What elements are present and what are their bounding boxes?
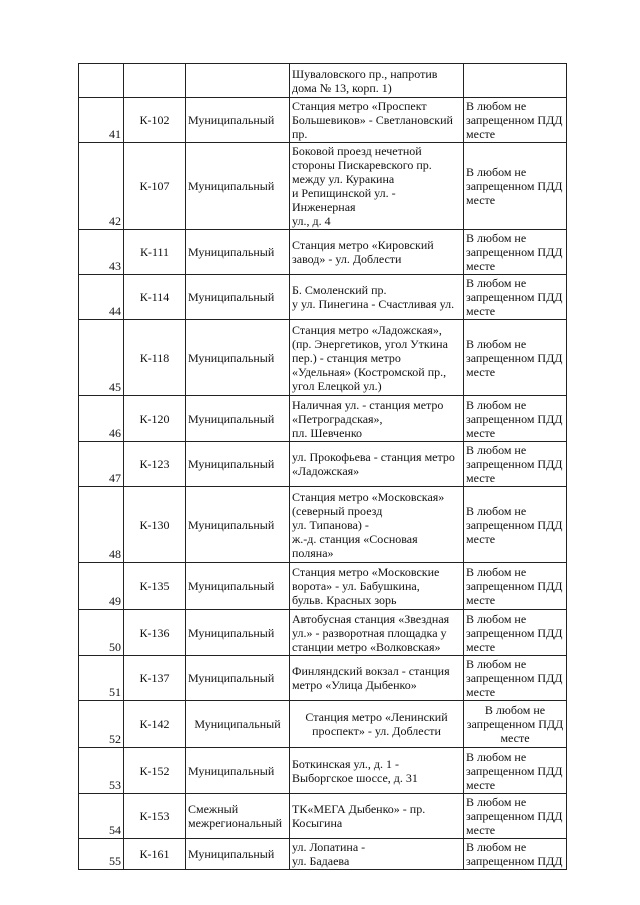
route-type: Муниципальный <box>186 563 290 610</box>
table-row <box>79 610 567 656</box>
stop-place <box>464 64 567 98</box>
route-description: Станция метро «Проспект Большевиков» - Светлановский пр. <box>290 98 464 143</box>
stop-place: В любом не запрещенном ПДД месте <box>464 794 567 839</box>
route-code: К-130 <box>124 487 186 563</box>
route-type: Смежный межрегиональный <box>186 794 290 839</box>
route-type: Муниципальный <box>186 487 290 563</box>
table-row <box>79 839 567 870</box>
stop-place: В любом не запрещенном ПДД месте <box>464 610 567 656</box>
route-description: Наличная ул. - станция метро «Петроградская», пл. Шевченко <box>290 396 464 442</box>
route-description: Боткинская ул., д. 1 - Выборгское шоссе, д. 31 <box>290 748 464 794</box>
route-description: Станция метро «Кировский завод» - ул. Доблести <box>290 230 464 275</box>
row-number: 47 <box>79 442 124 487</box>
stop-place: В любом не запрещенном ПДД месте <box>464 98 567 143</box>
route-type: Муниципальный <box>186 230 290 275</box>
route-code: К-123 <box>124 442 186 487</box>
stop-place: В любом не запрещенном ПДД месте <box>464 656 567 701</box>
table-row <box>79 143 567 230</box>
row-number: 55 <box>79 839 124 870</box>
route-code: К-161 <box>124 839 186 870</box>
row-number: 43 <box>79 230 124 275</box>
route-code <box>124 64 186 98</box>
row-number: 53 <box>79 748 124 794</box>
row-number: 52 <box>79 701 124 748</box>
row-number: 45 <box>79 320 124 396</box>
stop-place: В любом не запрещенном ПДД <box>464 839 567 870</box>
route-code: К-114 <box>124 275 186 320</box>
table-row <box>79 701 567 748</box>
route-type: Муниципальный <box>186 320 290 396</box>
route-code: К-111 <box>124 230 186 275</box>
stop-place: В любом не запрещенном ПДД месте <box>464 230 567 275</box>
route-type: Муниципальный <box>186 275 290 320</box>
route-type: Муниципальный <box>186 839 290 870</box>
table-row <box>79 794 567 839</box>
stop-place: В любом не запрещенном ПДД месте <box>464 442 567 487</box>
stop-place: В любом не запрещенном ПДД месте <box>464 748 567 794</box>
table-row <box>79 442 567 487</box>
routes-table-body <box>79 64 567 870</box>
route-code: К-135 <box>124 563 186 610</box>
route-description: ул. Лопатина - ул. Бадаева <box>290 839 464 870</box>
route-code: К-102 <box>124 98 186 143</box>
routes-table <box>78 63 567 870</box>
route-code: К-153 <box>124 794 186 839</box>
route-code: К-152 <box>124 748 186 794</box>
route-description: Станция метро «Московские ворота» - ул. Бабушкина, бульв. Красных зорь <box>290 563 464 610</box>
route-description: ул. Прокофьева - станция метро «Ладожская» <box>290 442 464 487</box>
route-code: К-137 <box>124 656 186 701</box>
route-code: К-136 <box>124 610 186 656</box>
route-type: Муниципальный <box>186 98 290 143</box>
stop-place: В любом не запрещенном ПДД месте <box>464 563 567 610</box>
stop-place: В любом не запрещенном ПДД месте <box>464 396 567 442</box>
table-row <box>79 656 567 701</box>
stop-place: В любом не запрещенном ПДД месте <box>464 320 567 396</box>
row-number: 48 <box>79 487 124 563</box>
table-row <box>79 230 567 275</box>
route-type <box>186 64 290 98</box>
route-code: К-118 <box>124 320 186 396</box>
table-row <box>79 563 567 610</box>
route-type: Муниципальный <box>186 610 290 656</box>
route-description: ТК«МЕГА Дыбенко» - пр. Косыгина <box>290 794 464 839</box>
table-row <box>79 64 567 98</box>
route-description: Боковой проезд нечетной стороны Пискаревского пр. между ул. Куракина и Репищинской ул. - Инженерная ул., д. 4 <box>290 143 464 230</box>
row-number: 50 <box>79 610 124 656</box>
route-description: Станция метро «Ленинский проспект» - ул. Доблести <box>290 701 464 748</box>
route-code: К-107 <box>124 143 186 230</box>
route-type: Муниципальный <box>186 143 290 230</box>
route-code: К-142 <box>124 701 186 748</box>
table-row <box>79 275 567 320</box>
route-description: Станция метро «Московская» (северный проезд ул. Типанова) - ж.-д. станция «Сосновая поляна» <box>290 487 464 563</box>
route-description: Станция метро «Ладожская», (пр. Энергетиков, угол Уткина пер.) - станция метро «Удельная» (Костромской пр., угол Елецкой ул.) <box>290 320 464 396</box>
route-code: К-120 <box>124 396 186 442</box>
row-number: 41 <box>79 98 124 143</box>
route-description: Автобусная станция «Звездная ул.» - разворотная площадка у станции метро «Волковская» <box>290 610 464 656</box>
table-row <box>79 487 567 563</box>
row-number: 51 <box>79 656 124 701</box>
stop-place: В любом не запрещенном ПДД месте <box>464 143 567 230</box>
row-number: 49 <box>79 563 124 610</box>
row-number: 54 <box>79 794 124 839</box>
route-type: Муниципальный <box>186 442 290 487</box>
stop-place: В любом не запрещенном ПДД месте <box>464 275 567 320</box>
table-row <box>79 396 567 442</box>
route-description: Шуваловского пр., напротив дома № 13, корп. 1) <box>290 64 464 98</box>
route-type: Муниципальный <box>186 396 290 442</box>
route-type: Муниципальный <box>186 701 290 748</box>
route-description: Б. Смоленский пр. у ул. Пинегина - Счастливая ул. <box>290 275 464 320</box>
row-number: 44 <box>79 275 124 320</box>
stop-place: В любом не запрещенном ПДД месте <box>464 487 567 563</box>
table-row <box>79 320 567 396</box>
table-row <box>79 748 567 794</box>
row-number: 42 <box>79 143 124 230</box>
row-number <box>79 64 124 98</box>
route-type: Муниципальный <box>186 656 290 701</box>
row-number: 46 <box>79 396 124 442</box>
table-row <box>79 98 567 143</box>
route-type: Муниципальный <box>186 748 290 794</box>
route-description: Финляндский вокзал - станция метро «Улица Дыбенко» <box>290 656 464 701</box>
stop-place: В любом не запрещенном ПДД месте <box>464 701 567 748</box>
